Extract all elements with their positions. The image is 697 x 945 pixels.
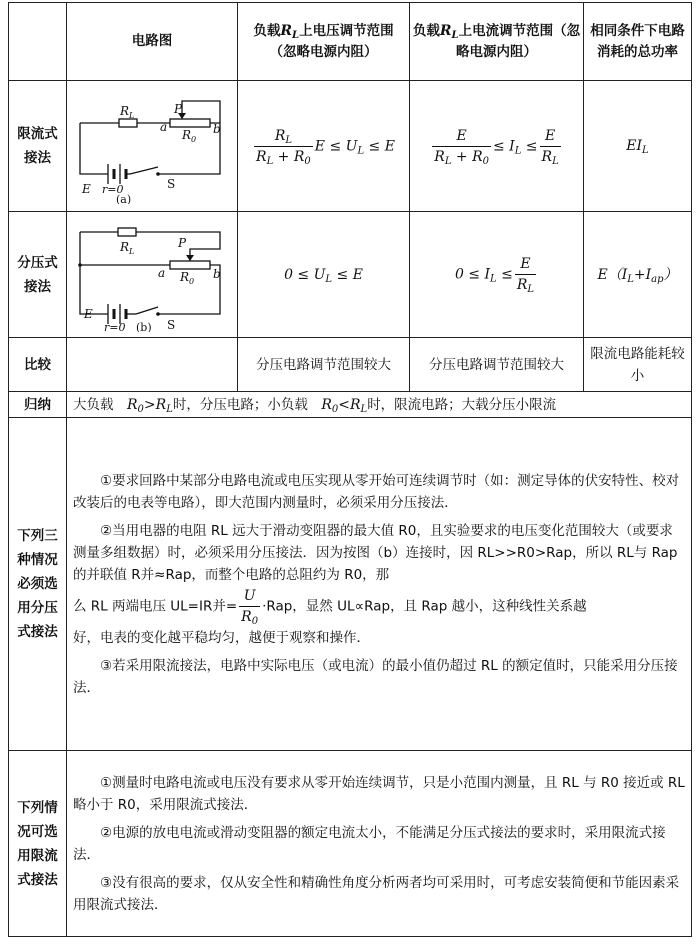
row-limit (9, 81, 692, 212)
rl-symbol: $R_L$ (439, 22, 459, 41)
row-may-limit (9, 751, 692, 937)
row-limit-label: 限流式接法 (9, 81, 67, 212)
must-divider-p2: ②当用电器的电阻 RL 远大于滑动变阻器的最大值 R0，且实验要求的电压变化范围较大（或要求测量多组数据）时，必须采用分压接法．因为按图（b）连接时，因 RL>>R0>Rap，所以 RL与 Rap 的并联值 R并≈Rap，而整个电路的总阻约为 R0，那 (73, 522, 678, 583)
slider-arrow-icon (186, 255, 194, 261)
limit-power: $EI_L$ (584, 81, 692, 212)
must-divider-content (67, 418, 692, 751)
label-r0: $R_0$ (181, 127, 196, 144)
divider-current-range: $0 \le I_L$ ≤ $\frac{E}{R_L}$ (410, 212, 584, 338)
circuit-a-diagram (70, 89, 235, 204)
label-e: E (83, 307, 93, 321)
label-r0: $R_0$ (179, 270, 194, 286)
may-limit-p1: ①测量时电路电流或电压没有要求从零开始连续调节，只是小范围内测量，且 RL 与 R0 接近或 RL 略小于 R0，采用限流式接法． (73, 774, 685, 813)
compare-circuit-empty (67, 338, 238, 392)
header-voltage-post: 上电压调节范围（忽略电源内阻） (269, 22, 394, 60)
header-power: 相同条件下电路消耗的总功率 (584, 3, 692, 81)
row-compare-label: 比较 (9, 338, 67, 392)
header-voltage-range (238, 3, 410, 81)
label-p: P (173, 101, 182, 116)
label-s: S (166, 176, 175, 191)
caption-a: (a) (115, 192, 131, 204)
header-current-post: 上电流调节范围（忽略电源内阻） (456, 22, 581, 60)
label-a: a (159, 119, 167, 134)
must-divider-p2-formula (67, 586, 691, 627)
must-divider-p2-end: 好，电表的变化越平稳均匀，越便于观察和操作． (73, 629, 370, 646)
rheostat-r0 (170, 119, 210, 127)
load-resistor-rl (118, 228, 136, 236)
circuit-b-diagram (70, 217, 235, 332)
label-b: b (212, 121, 221, 136)
header-voltage-pre: 负载 (253, 22, 281, 39)
circuit-b-cell (67, 212, 238, 338)
row-summary-label: 归纳 (9, 392, 67, 418)
divider-current-fraction: $\frac{E}{R_L}$ (516, 256, 535, 295)
must-divider-p2-pre: 么 RL 两端电压 UL=IR并= (73, 598, 238, 614)
label-b: b (212, 267, 221, 281)
row-must-divider (9, 418, 692, 751)
row-must-divider-label: 下列三种情况必须选用分压式接法 (9, 418, 67, 751)
row-divider-label: 分压式接法 (9, 212, 67, 338)
divider-power: $E(I_L+I_{ap})$ (584, 212, 692, 338)
header-circuit: 电路图 (67, 3, 238, 81)
caption-b: (b) (135, 321, 152, 332)
header-current-pre: 负载 (412, 22, 440, 39)
may-limit-p2: ②电源的放电电流或滑动变阻器的额定电流太小，不能满足分压式接法的要求时，采用限流式接法． (73, 824, 666, 863)
compare-current: 分压电路调节范围较大 (410, 338, 584, 392)
may-limit-p3: ③没有很高的要求，仅从安全性和精确性角度分析两者均可采用时，可考虑安装简便和节能因素采用限流式接法． (73, 874, 680, 913)
row-divider (9, 212, 692, 338)
row-summary (9, 392, 692, 418)
header-current-range (410, 3, 584, 81)
compare-voltage: 分压电路调节范围较大 (238, 338, 410, 392)
compare-power: 限流电路能耗较小 (584, 338, 692, 392)
label-e: E (81, 181, 91, 196)
label-s: S (166, 318, 175, 332)
limit-voltage-range: $\frac{R_L}{R_L + R_0}$ $E \le U_L \le E$ (238, 81, 410, 212)
divider-voltage-range: $0 \le U_L \le E$ (238, 212, 410, 338)
must-divider-p2-post: ·Rap，显然 UL∝Rap，且 Rap 越小，这种线性关系越 (262, 598, 587, 614)
may-limit-content (67, 751, 692, 937)
voltage-fraction: $\frac{U}{R_0}$ (241, 587, 259, 627)
header-empty (9, 3, 67, 81)
circuit-a-cell (67, 81, 238, 212)
limit-current-fraction-high: $\frac{E}{R_L}$ (541, 127, 559, 167)
row-may-limit-label: 下列情况可选用限流式接法 (9, 751, 67, 937)
limit-voltage-fraction: $\frac{R_L}{R_L + R_0}$ (256, 127, 311, 167)
comparison-table (8, 2, 692, 937)
label-r0-internal: r=0 (103, 321, 125, 332)
must-divider-p1: ①要求回路中某部分电路电流或电压实现从零开始可连续调节时（如：测定导体的伏安特性、校对改装后的电表等电路），即大范围内测量时，必须采用分压接法． (73, 472, 680, 511)
must-divider-p3: ③若采用限流接法，电路中实际电压（或电流）的最小值仍超过 RL 的额定值时，只能采用分压接法． (73, 657, 678, 696)
rheostat-r0 (170, 261, 210, 269)
header-row (9, 3, 692, 81)
load-resistor-rl (119, 119, 137, 127)
summary-text: 大负载 $R_0>R_L$时，分压电路；小负载 $R_0<R_L$时，限流电路；大载分压小限流 (67, 392, 692, 418)
label-rl: $R_L$ (119, 240, 134, 256)
label-r0-internal: r=0 (101, 182, 123, 196)
label-rl: $R_L$ (119, 103, 134, 120)
label-a: a (157, 266, 165, 280)
limit-current-fraction-low: $\frac{E}{R_L + R_0}$ (434, 127, 489, 167)
limit-current-range: $\frac{E}{R_L + R_0}$ ≤ $I_L$ ≤ $\frac{E}{R_L}$ (410, 81, 584, 212)
rl-symbol: $R_L$ (280, 22, 300, 41)
label-p: P (177, 236, 186, 250)
row-compare (9, 338, 692, 392)
